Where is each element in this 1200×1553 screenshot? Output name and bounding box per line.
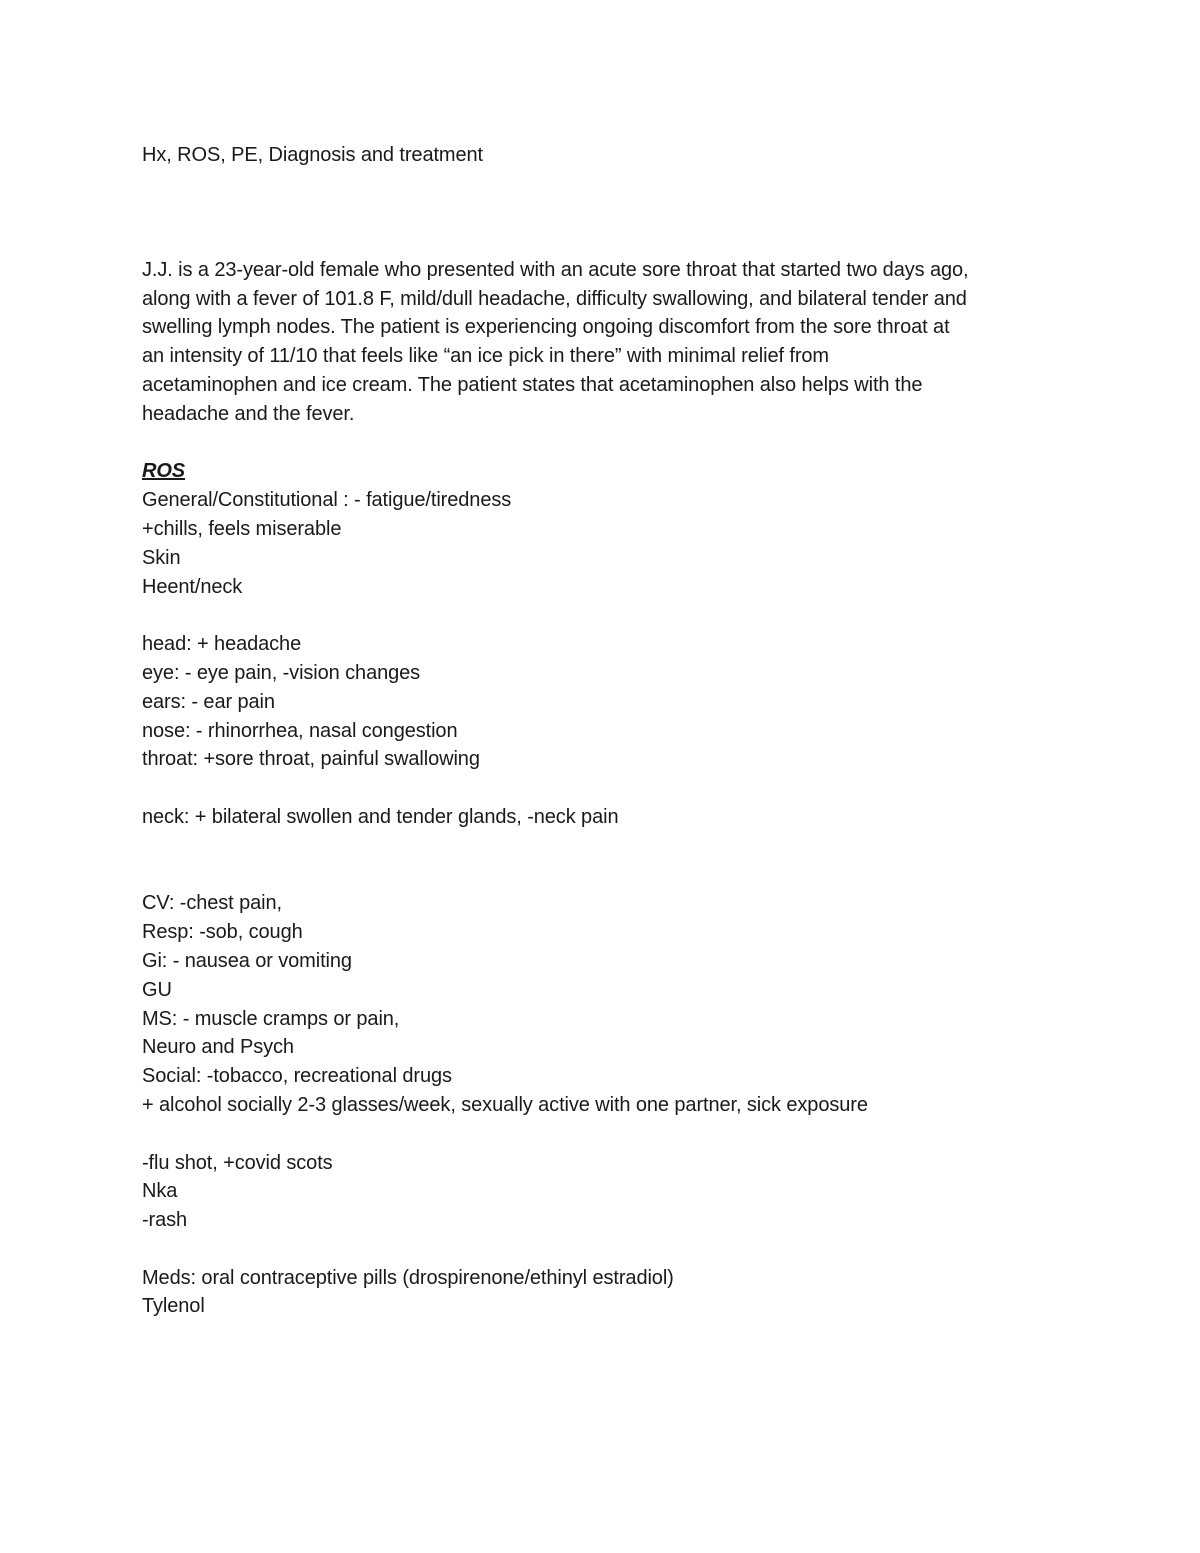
ros-heent-block	[142, 630, 1082, 774]
ros-neck-block	[142, 803, 1082, 832]
ros-section	[142, 457, 1082, 1321]
hpi-line: acetaminophen and ice cream. The patient states that acetaminophen also helps with the	[142, 373, 923, 396]
meds-line: Meds: oral contraceptive pills (drospirenone/ethinyl estradiol)	[142, 1266, 674, 1289]
ros-line: Social: -tobacco, recreational drugs	[142, 1065, 452, 1088]
ros-line: head: + headache	[142, 633, 302, 656]
ros-line: Gi: - nausea or vomiting	[142, 949, 352, 972]
meds-line: Tylenol	[142, 1295, 205, 1318]
ros-line: Heent/neck	[142, 575, 243, 598]
hpi-line: headache and the fever.	[142, 402, 355, 425]
hpi-line: along with a fever of 101.8 F, mild/dull headache, difficulty swallowing, and bilateral tender and	[142, 287, 967, 310]
ros-line: General/Constitutional : - fatigue/tiredness	[142, 489, 512, 512]
hpi-line: swelling lymph nodes. The patient is experiencing ongoing discomfort from the sore throat at	[142, 316, 950, 339]
ros-line: -flu shot, +covid scots	[142, 1151, 333, 1174]
ros-general-block	[142, 486, 1082, 601]
ros-line: eye: - eye pain, -vision changes	[142, 661, 421, 684]
ros-line: CV: -chest pain,	[142, 892, 282, 915]
document-content	[142, 141, 1082, 1321]
ros-line: Resp: -sob, cough	[142, 921, 303, 944]
document-title	[142, 141, 1082, 170]
ros-line: Skin	[142, 546, 181, 569]
title-text: Hx, ROS, PE, Diagnosis and treatment	[142, 144, 483, 166]
ros-line: ears: - ear pain	[142, 690, 275, 713]
ros-line: throat: +sore throat, painful swallowing	[142, 748, 480, 771]
ros-misc-block	[142, 1149, 1082, 1235]
hpi-paragraph	[142, 256, 1082, 429]
ros-line: Nka	[142, 1180, 178, 1203]
meds-block	[142, 1264, 1082, 1322]
hpi-line: an intensity of 11/10 that feels like “an ice pick in there” with minimal relief from	[142, 345, 829, 368]
hpi-line: J.J. is a 23-year-old female who presented with an acute sore throat that started two days ago,	[142, 258, 969, 281]
ros-systems-block	[142, 889, 1082, 1119]
ros-line: MS: - muscle cramps or pain,	[142, 1007, 400, 1030]
ros-line: nose: - rhinorrhea, nasal congestion	[142, 719, 458, 742]
ros-line: +chills, feels miserable	[142, 517, 342, 540]
ros-line: Neuro and Psych	[142, 1036, 294, 1059]
ros-line: + alcohol socially 2-3 glasses/week, sexually active with one partner, sick exposure	[142, 1093, 868, 1116]
ros-heading: ROS	[142, 460, 186, 483]
ros-line: -rash	[142, 1209, 188, 1232]
ros-line: neck: + bilateral swollen and tender glands, -neck pain	[142, 805, 619, 828]
ros-line: GU	[142, 978, 172, 1001]
